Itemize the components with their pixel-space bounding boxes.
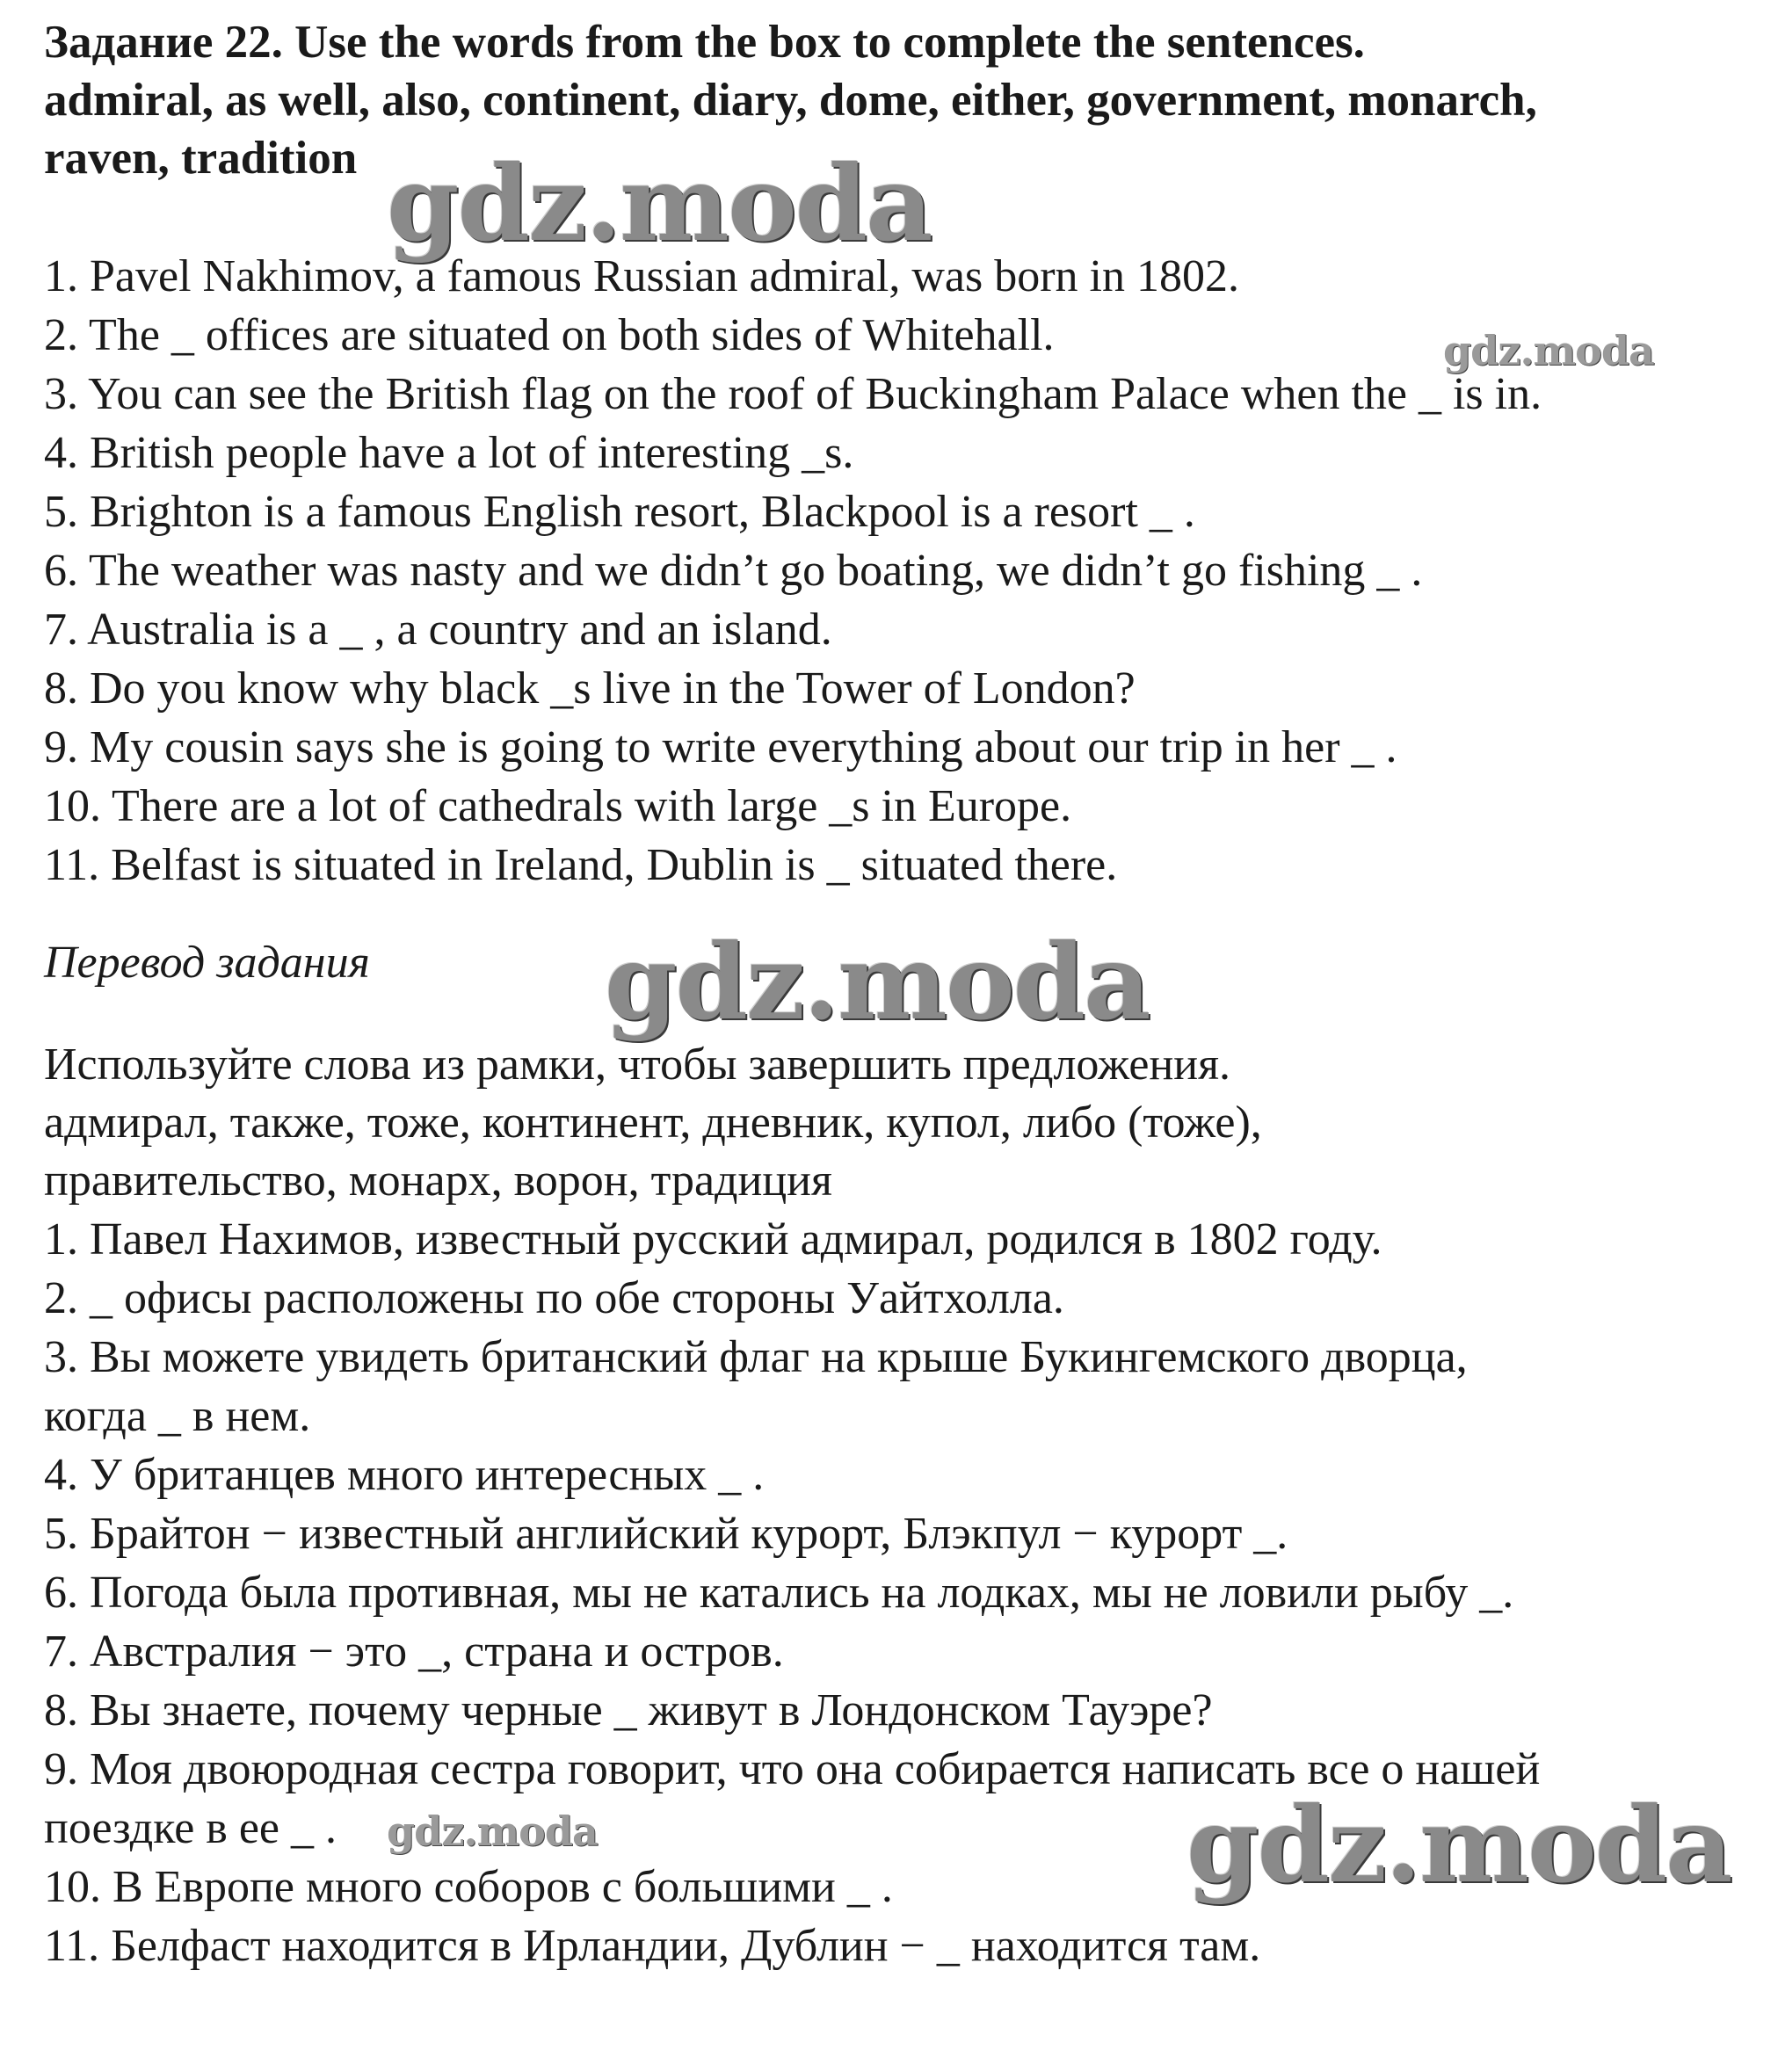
sentence-1: 1. Pavel Nakhimov, a famous Russian admiral, was born in 1802. <box>44 251 1239 301</box>
sentence-7: 7. Australia is a _ , a country and an island. <box>44 605 832 655</box>
word-box-line-2: raven, tradition <box>44 133 358 184</box>
task-header: Задание 22. Use the words from the box to complete the sentences. <box>44 17 1365 68</box>
word-box-line-1: admiral, as well, also, continent, diary, dome, either, government, monarch, <box>44 75 1537 126</box>
translation-line-1: 1. Павел Нахимов, известный русский адмирал, родился в 1802 году. <box>44 1214 1382 1264</box>
sentence-5: 5. Brighton is a famous English resort, Blackpool is a resort _ . <box>44 487 1195 537</box>
sentence-9: 9. My cousin says she is going to write everything about our trip in her _ . <box>44 722 1397 772</box>
translation-heading: Перевод задания <box>44 938 370 988</box>
sentence-3: 3. You can see the British flag on the roof of Buckingham Palace when the _ is in. <box>44 369 1542 419</box>
translation-line-2: 2. _ офисы расположены по обе стороны Уайтхолла. <box>44 1273 1064 1323</box>
translation-line-4: 4. У британцев много интересных _ . <box>44 1450 765 1500</box>
translation-words-line-1: адмирал, также, тоже, континент, дневник, купол, либо (тоже), <box>44 1098 1262 1148</box>
translation-line-9-cont: поездке в ее _ . <box>44 1803 337 1853</box>
translation-line-9: 9. Моя двоюродная сестра говорит, что она собирается написать все о нашей <box>44 1744 1541 1794</box>
watermark-logo: gdz.moda <box>1186 1784 1731 1906</box>
sentence-10: 10. There are a lot of cathedrals with large _s in Europe. <box>44 781 1072 831</box>
translation-line-6: 6. Погода была противная, мы не катались на лодках, мы не ловили рыбу _. <box>44 1568 1514 1618</box>
translation-line-8: 8. Вы знаете, почему черные _ живут в Лондонском Тауэре? <box>44 1685 1213 1735</box>
sentence-6: 6. The weather was nasty and we didn’t go boating, we didn’t go fishing _ . <box>44 546 1423 596</box>
translation-line-10: 10. В Европе много соборов с большими _ . <box>44 1862 893 1912</box>
translation-line-7: 7. Австралия − это _, страна и остров. <box>44 1626 784 1677</box>
watermark-logo: gdz.moda <box>387 1808 598 1855</box>
translation-line-3: 3. Вы можете увидеть британский флаг на крыше Букингемского дворца, <box>44 1332 1468 1382</box>
sentence-2: 2. The _ offices are situated on both sides of Whitehall. <box>44 310 1055 360</box>
translation-intro: Используйте слова из рамки, чтобы завершить предложения. <box>44 1040 1231 1090</box>
sentence-4: 4. British people have a lot of interesting _s. <box>44 428 854 478</box>
sentence-8: 8. Do you know why black _s live in the Tower of London? <box>44 663 1136 714</box>
watermark-logo: gdz.moda <box>605 921 1150 1043</box>
translation-words-line-2: правительство, монарх, ворон, традиция <box>44 1156 832 1206</box>
translation-line-11: 11. Белфаст находится в Ирландии, Дублин − _ находится там. <box>44 1921 1261 1971</box>
sentence-11: 11. Belfast is situated in Ireland, Dublin is _ situated there. <box>44 840 1118 890</box>
watermark-logo: gdz.moda <box>1443 327 1654 374</box>
translation-line-5: 5. Брайтон − известный английский курорт, Блэкпул − курорт _. <box>44 1509 1288 1559</box>
watermark-logo: gdz.moda <box>387 142 932 264</box>
translation-line-3-cont: когда _ в нем. <box>44 1391 311 1441</box>
